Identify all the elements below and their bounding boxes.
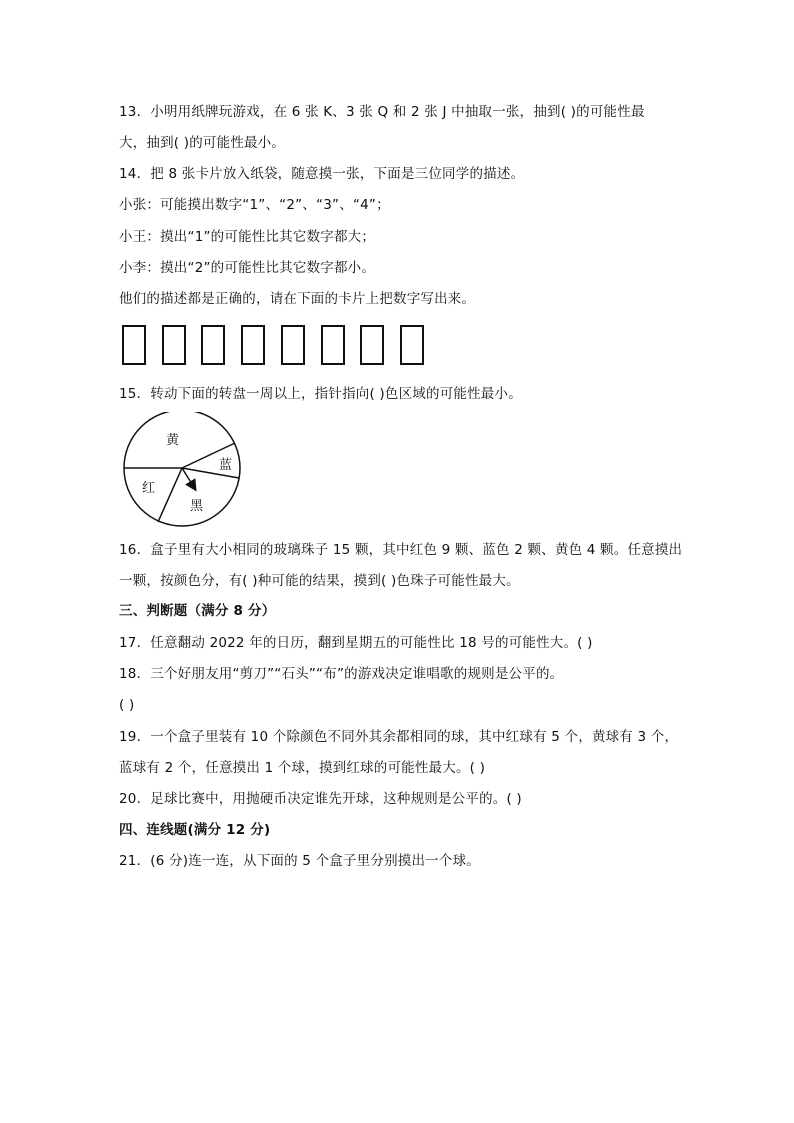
blank-card[interactable] [321,325,345,365]
q21-line1: 21．(6 分)连一连，从下面的 5 个盒子里分别摸出一个球。 [119,853,480,869]
q19-line2: 蓝球有 2 个，任意摸出 1 个球，摸到红球的可能性最大。( ) [119,760,486,776]
q13-line2: 大，抽到( )的可能性最小。 [119,135,286,151]
blank-card[interactable] [201,325,225,365]
q18-line1: 18．三个好朋友用“剪刀”“石头”“布”的游戏决定谁唱歌的规则是公平的。 [119,666,564,682]
blank-card[interactable] [400,325,424,365]
pointer-arrow-icon [182,468,195,489]
region-blue-label: 蓝 [219,458,233,473]
blank-card[interactable] [281,325,305,365]
card-row [122,325,442,367]
region-yellow-label: 黄 [166,433,180,448]
q20-line1: 20．足球比赛中，用抛硬币决定谁先开球，这种规则是公平的。( ) [119,791,522,807]
blank-card[interactable] [122,325,146,365]
region-black-label: 黑 [190,499,204,514]
q14-instruction: 他们的描述都是正确的，请在下面的卡片上把数字写出来。 [119,291,476,307]
blank-card[interactable] [241,325,265,365]
section-3-title: 三、判断题（满分 8 分） [119,603,276,619]
q17-line1: 17．任意翻动 2022 年的日历，翻到星期五的可能性比 18 号的可能性大。( ) [119,635,593,651]
spinner-divider [158,468,182,522]
q14-xiaoli: 小李：摸出“2”的可能性比其它数字都小。 [119,260,376,276]
spinner-diagram [122,412,246,534]
region-red-label: 红 [142,481,156,496]
q16-line2: 一颗，按颜色分，有( )种可能的结果，摸到( )色珠子可能性最大。 [119,573,520,589]
q18-line2: ( ) [119,697,135,713]
q15-line1: 15．转动下面的转盘一周以上，指针指向( )色区域的可能性最小。 [119,386,522,402]
blank-card[interactable] [360,325,384,365]
q19-line1: 19．一个盒子里装有 10 个除颜色不同外其余都相同的球，其中红球有 5 个，黄球有 3 个， [119,729,679,745]
q13-line1: 13．小明用纸牌玩游戏，在 6 张 K、3 张 Q 和 2 张 J 中抽取一张，抽到( )的可能性最 [119,104,645,120]
q14-xiaozhang: 小张：可能摸出数字“1”、“2”、“3”、“4”； [119,197,390,213]
q14-line1: 14．把 8 张卡片放入纸袋，随意摸一张，下面是三位同学的描述。 [119,166,525,182]
q16-line1: 16．盒子里有大小相同的玻璃珠子 15 颗，其中红色 9 颗、蓝色 2 颗、黄色 4 颗。任意摸出 [119,542,683,558]
q14-xiaowang: 小王：摸出“1”的可能性比其它数字都大； [119,229,376,245]
section-4-title: 四、连线题(满分 12 分) [119,822,271,838]
blank-card[interactable] [162,325,186,365]
